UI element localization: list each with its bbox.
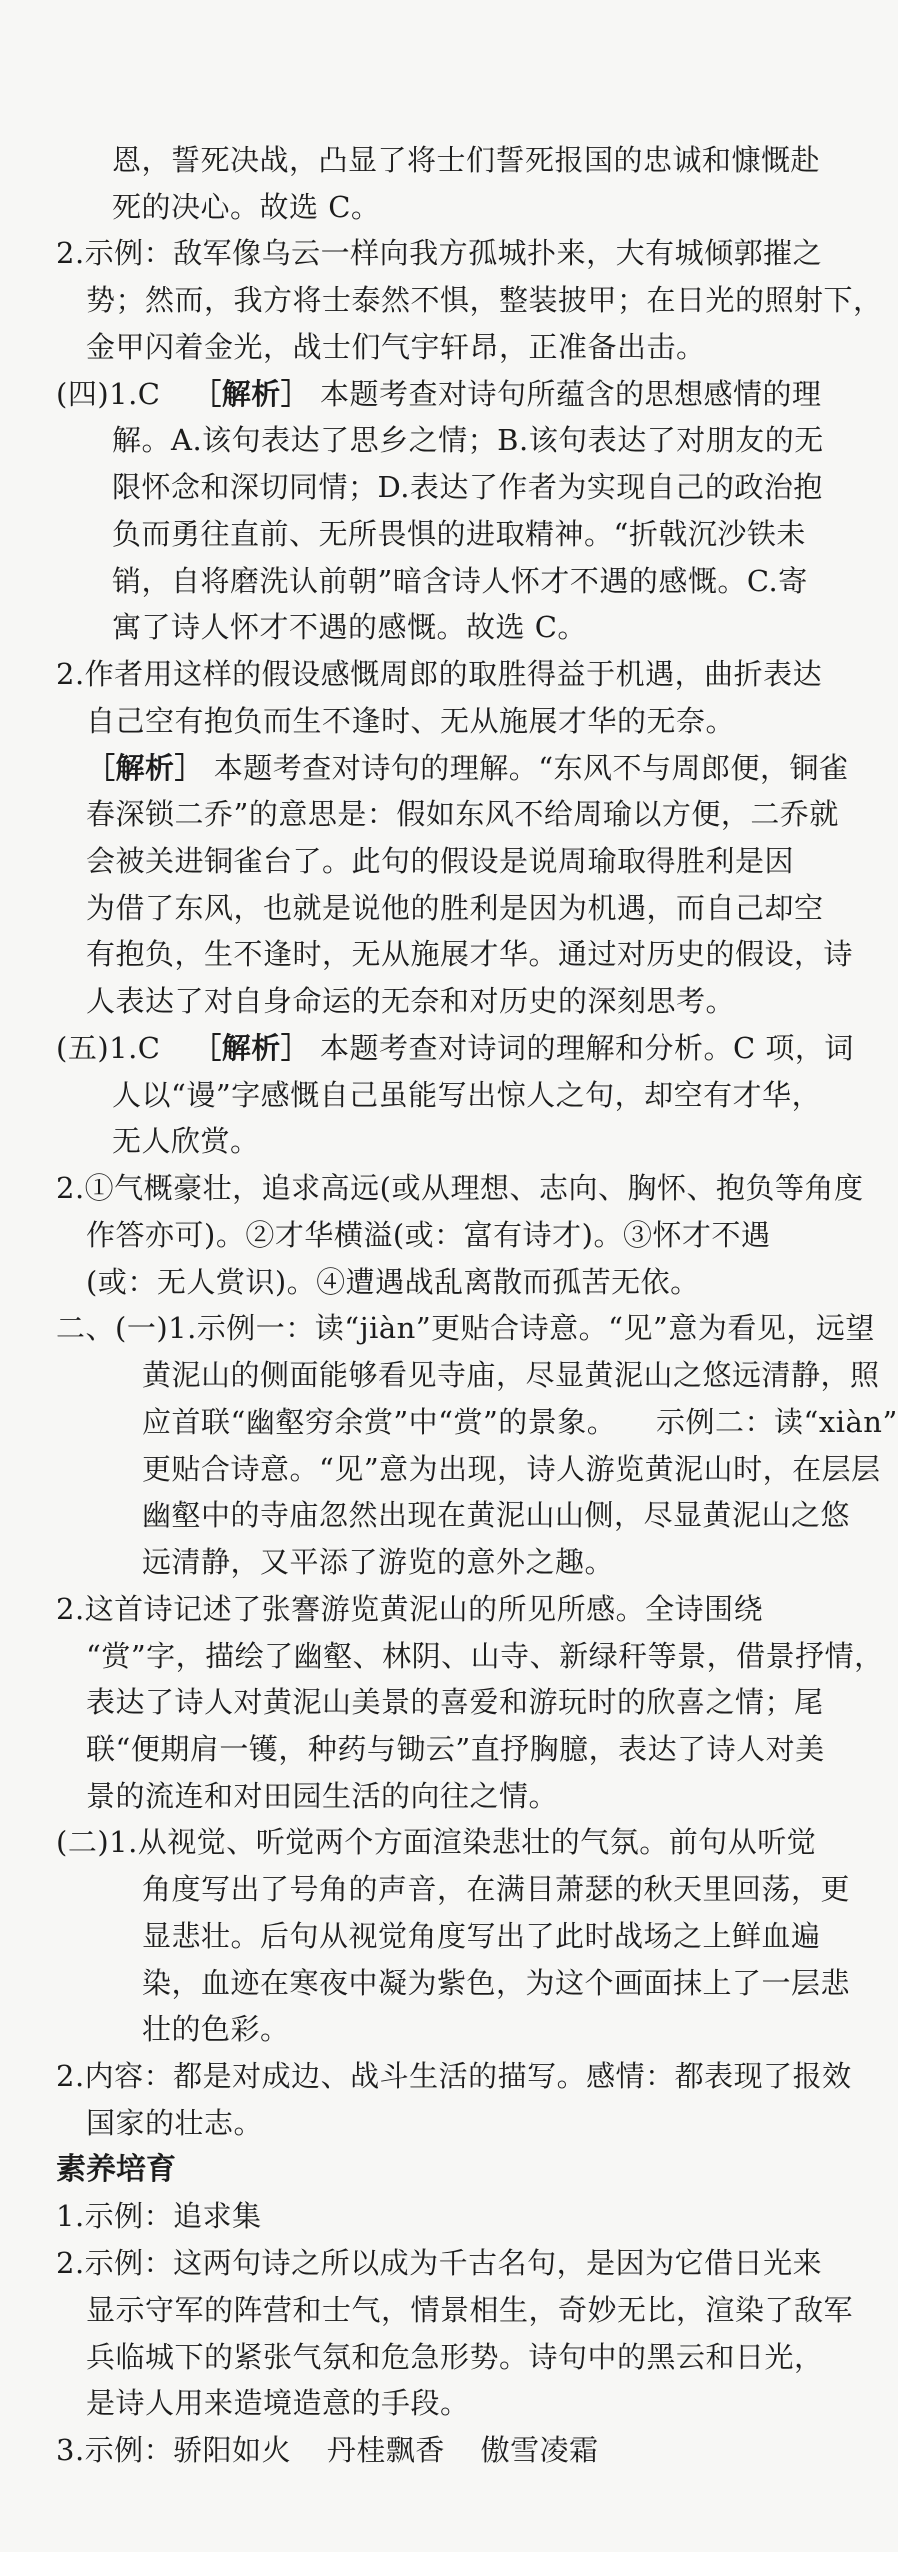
text-line: 负而勇往直前、无所畏惧的进取精神。“折戟沉沙铁未 (112, 517, 806, 551)
text-line: 寓了诗人怀才不遇的感慨。故选 C。 (112, 610, 587, 644)
analysis-tag: ［解析］ (86, 751, 205, 785)
text-line: 景的流连和对田园生活的向往之情。 (86, 1779, 559, 1813)
text-line (86, 748, 849, 788)
text-line: 会被关进铜雀台了。此句的假设是说周瑜取得胜利是因 (86, 844, 795, 878)
text-line: 2.作者用这样的假设感慨周郎的取胜得益于机遇，曲折表达 (56, 657, 823, 691)
text-line (56, 2430, 599, 2470)
text-line: 作答亦可)。②才华横溢(或：富有诗才)。③怀才不遇 (86, 1218, 771, 1252)
text-line: 显悲壮。后句从视觉角度写出了此时战场之上鲜血遍 (142, 1919, 821, 1953)
text-line (56, 1028, 854, 1068)
text-line (142, 1402, 898, 1442)
text-line: 2.内容：都是对成边、战斗生活的描写。感情：都表现了报效 (56, 2059, 852, 2093)
text-line: “赏”字，描绘了幽壑、林阴、山寺、新绿秆等景，借景抒情， (86, 1639, 884, 1673)
text-line: 表达了诗人对黄泥山美景的喜爱和游玩时的欣喜之情；尾 (86, 1685, 824, 1719)
text-line: 春深锁二乔”的意思是：假如东风不给周瑜以方便，二乔就 (86, 797, 839, 831)
text-line: 1.示例：追求集 (56, 2199, 262, 2233)
example-phrase: 傲雪凌霜 (480, 2433, 599, 2467)
text-line: 自己空有抱负而生不逢时、无从施展才华的无奈。 (86, 704, 736, 738)
text-line: 无人欣赏。 (112, 1124, 260, 1158)
text-line: 染，血迹在寒夜中凝为紫色，为这个画面抹上了一层悲 (142, 1966, 851, 2000)
text-line: 幽壑中的寺庙忽然出现在黄泥山山侧，尽显黄泥山之悠 (142, 1498, 851, 1532)
text-line: (或：无人赏识)。④遭遇战乱离散而孤苦无依。 (86, 1265, 700, 1299)
text-line: 角度写出了号角的声音，在满目萧瑟的秋天里回荡，更 (142, 1872, 851, 1906)
analysis-tag: ［解析］ (192, 1031, 311, 1065)
text-line: 2.示例：敌军像乌云一样向我方孤城扑来，大有城倾郭摧之 (56, 236, 823, 270)
text-line: 有抱负，生不逢时，无从施展才华。通过对历史的假设，诗 (86, 937, 854, 971)
text-line: 恩，誓死决战，凸显了将士们誓死报国的忠诚和慷慨赴 (112, 143, 821, 177)
text-line: 势；然而，我方将士泰然不惧，整装披甲；在日光的照射下， (86, 283, 883, 317)
text-line: 人表达了对自身命运的无奈和对历史的深刻思考。 (86, 984, 736, 1018)
question-number: (五)1.C (56, 1031, 161, 1065)
analysis-tag: ［解析］ (192, 377, 311, 411)
analysis-text: 本题考查对诗词的理解和分析。C 项，词 (319, 1031, 854, 1065)
text-line (56, 374, 821, 414)
text-line: 兵临城下的紧张气氛和危急形势。诗句中的黑云和日光， (86, 2340, 824, 2374)
text-line: 联“便期肩一镬，种药与锄云”直抒胸臆，表达了诗人对美 (86, 1732, 825, 1766)
analysis-text: 本题考查对诗句所蕴含的思想感情的理 (319, 377, 822, 411)
example-phrase: 丹桂飘香 (326, 2433, 445, 2467)
text-line: 二、(一)1.示例一：读“jiàn”更贴合诗意。“见”意为看见，远望 (56, 1311, 875, 1345)
text-line: 2.①气概豪壮，追求高远(或从理想、志向、胸怀、抱负等角度 (56, 1171, 864, 1205)
text-line: 金甲闪着金光，战士们气宇轩昂，正准备出击。 (86, 330, 706, 364)
example-two-start: 示例二：读“xiàn” (656, 1405, 898, 1439)
text-line: 国家的壮志。 (86, 2106, 264, 2140)
text-line: 2.这首诗记述了张謇游览黄泥山的所见所感。全诗围绕 (56, 1592, 764, 1626)
text-line: 人以“谩”字感慨自己虽能写出惊人之句，却空有才华， (112, 1078, 822, 1112)
text-line: 显示守军的阵营和士气，情景相生，奇妙无比，渲染了敌军 (86, 2293, 854, 2327)
text-line: 限怀念和深切同情；D.表达了作者为实现自己的政治抱 (112, 470, 823, 504)
text-line: 远清静，又平添了游览的意外之趣。 (142, 1545, 615, 1579)
text-line: 销，自将磨洗认前朝”暗含诗人怀才不遇的感慨。C.寄 (112, 564, 808, 598)
text-line: 死的决心。故选 C。 (112, 190, 381, 224)
text-line: 黄泥山的侧面能够看见寺庙，尽显黄泥山之悠远清静，照 (142, 1358, 880, 1392)
text-line: 更贴合诗意。“见”意为出现，诗人游览黄泥山时，在层层 (142, 1452, 881, 1486)
text-line: (二)1.从视觉、听觉两个方面渲染悲壮的气氛。前句从听觉 (56, 1825, 817, 1859)
example-one-end: 应首联“幽壑穷余赏”中“赏”的景象。 (142, 1405, 617, 1439)
question-number: (四)1.C (56, 377, 161, 411)
text-line: 是诗人用来造境造意的手段。 (86, 2386, 470, 2420)
text-line: 壮的色彩。 (142, 2012, 290, 2046)
text-line: 解。A.该句表达了思乡之情；B.该句表达了对朋友的无 (112, 423, 824, 457)
text-line: 为借了东风，也就是说他的胜利是因为机遇，而自己却空 (86, 891, 824, 925)
analysis-text: 本题考查对诗句的理解。“东风不与周郎便，铜雀 (213, 751, 849, 785)
section-heading: 素养培育 (56, 2152, 176, 2187)
example-prefix: 3.示例：骄阳如火 (56, 2433, 292, 2467)
text-line: 2.示例：这两句诗之所以成为千古名句，是因为它借日光来 (56, 2246, 823, 2280)
